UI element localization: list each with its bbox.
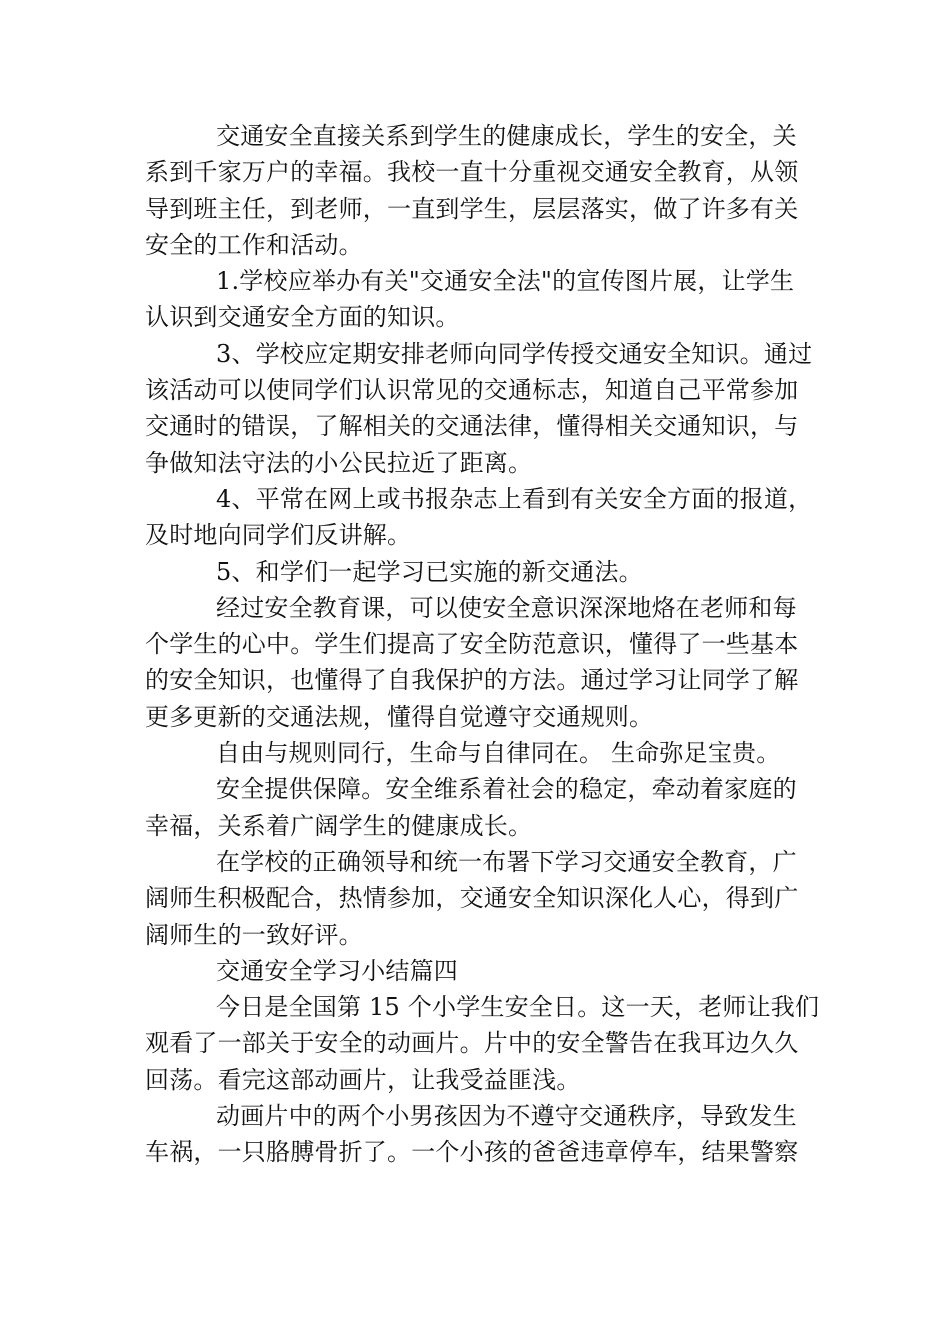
text-line: 车祸，一只胳膊骨折了。一个小孩的爸爸违章停车，结果警察 — [145, 1138, 799, 1167]
text-line: 该活动可以使同学们认识常见的交通标志，知道自己平常参加 — [145, 376, 799, 405]
text-line: 及时地向同学们反讲解。 — [145, 521, 412, 550]
text-line: 回荡。看完这部动画片，让我受益匪浅。 — [145, 1065, 581, 1094]
document-body — [145, 118, 820, 1171]
text-line: 在学校的正确领导和统一布署下学习交通安全教育，广 — [216, 847, 797, 876]
text-line: 1.学校应举办有关"交通安全法"的宣传图片展，让学生 — [216, 267, 795, 296]
text-line: 个学生的心中。学生们提高了安全防范意识，懂得了一些基本 — [145, 630, 799, 659]
text-line: 的安全知识，也懂得了自我保护的方法。通过学习让同学了解 — [145, 666, 799, 695]
text-line: 5、和学们一起学习已实施的新交通法。 — [216, 557, 643, 586]
text-line: 阔师生积极配合，热情参加，交通安全知识深化人心，得到广 — [145, 884, 799, 913]
text-line: 交通安全直接关系到学生的健康成长，学生的安全，关 — [216, 122, 797, 150]
text-line: 幸福，关系着广阔学生的健康成长。 — [145, 811, 533, 840]
text-line: 安全的工作和活动。 — [145, 230, 363, 259]
text-line: 经过安全教育课，可以使安全意识深深地烙在老师和每 — [216, 593, 797, 622]
text-line: 系到千家万户的幸福。我校一直十分重视交通安全教育，从领 — [145, 158, 799, 187]
text-line: 今日是全国第 15 个小学生安全日。这一天，老师让我们 — [216, 993, 820, 1022]
text-line: 3、学校应定期安排老师向同学传授交通安全知识。通过 — [216, 339, 813, 368]
text-line: 导到班主任，到老师，一直到学生，层层落实，做了许多有关 — [145, 194, 799, 223]
text-line: 争做知法守法的小公民拉近了距离。 — [145, 448, 533, 477]
text-line: 安全提供保障。安全维系着社会的稳定，牵动着家庭的 — [216, 775, 797, 804]
text-line: 4、平常在网上或书报杂志上看到有关安全方面的报道， — [216, 484, 813, 513]
text-line: 交通时的错误，了解相关的交通法律，懂得相关交通知识，与 — [145, 412, 799, 441]
text-line: 观看了一部关于安全的动画片。片中的安全警告在我耳边久久 — [145, 1029, 799, 1058]
text-line: 更多更新的交通法规，懂得自觉遵守交通规则。 — [145, 702, 654, 731]
text-line: 认识到交通安全方面的知识。 — [145, 303, 460, 332]
text-line: 自由与规则同行，生命与自律同在。 生命弥足宝贵。 — [216, 739, 781, 768]
text-line: 阔师生的一致好评。 — [145, 920, 363, 949]
text-line: 动画片中的两个小男孩因为不遵守交通秩序，导致发生 — [216, 1102, 797, 1131]
text-line: 交通安全学习小结篇四 — [216, 956, 458, 985]
